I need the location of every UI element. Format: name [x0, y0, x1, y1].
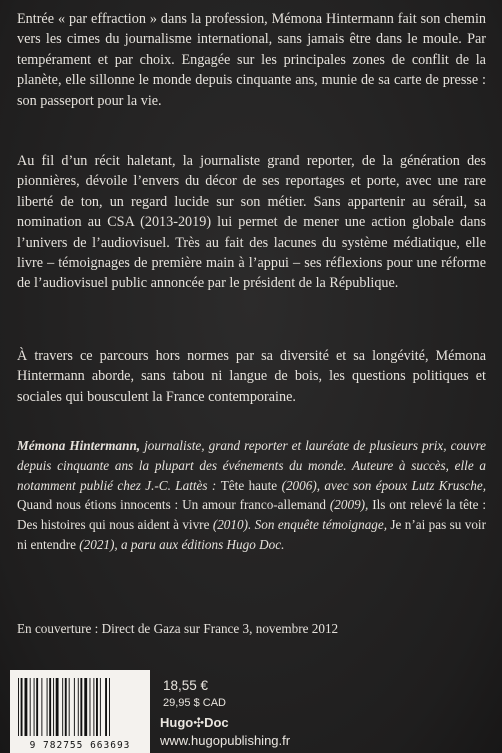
paragraph-text: À travers ce parcours hors normes par sa diversité et sa longévité, Mémona Hintermann aborde, sans tabou ni langue de bois, les questions politiques et sociales qui bousculent la France contemporaine. [17, 348, 486, 405]
bio-text: journaliste, grand reporter et lauréate de plusieurs prix, couvre depuis cinquante ans la plupart des événements du monde. Auteure à succès, elle a notamment publié chez J.-C. Lattès : [17, 438, 486, 493]
barcode-number: 9 782755 663693 [29, 740, 131, 751]
summary-paragraph-2 [17, 151, 486, 294]
bio-text: (2009), [326, 497, 373, 513]
bio-text: (2021), a paru aux éditions Hugo Doc. [75, 536, 285, 552]
author-name: Mémona Hintermann, [17, 438, 141, 453]
bio-text: (2006), avec son époux Lutz Krusche, [277, 477, 487, 493]
book-title: Quand nous étions innocents : Un amour franco-allemand [17, 497, 327, 513]
book-title: Je n’ai pas su voir ni entendre [17, 517, 486, 552]
barcode-icon [16, 678, 144, 736]
paragraph-text: Au fil d’un récit haletant, la journaliste grand reporter, de la génération des pionnières, dévoile l’envers du décor de ses reportages et porte, avec une rare liberté de ton, un regard lucide sur son métier. Sans appartenir au sérail, sa nomination au CSA (2013-2019) lui permet de mener une action globale dans l’univers de l’audiovisuel. Très au fait des lacunes du système médiatique, elle livre – témoignages de première main à l’appui – ses réflexions pour une réforme de l’audiovisuel public annoncée par le président de la République. [17, 153, 486, 292]
barcode-box [10, 670, 150, 753]
cover-credit: En couverture : Direct de Gaza sur France 3, novembre 2012 [17, 621, 339, 636]
price-cad: 29,95 $ CAD [163, 697, 226, 709]
price-eur: 18,55 € [163, 678, 209, 693]
book-title: Tête haute [220, 477, 278, 493]
publisher-logo: Hugo✣Doc [160, 715, 229, 730]
paragraph-text: Entrée « par effraction » dans la profession, Mémona Hintermann fait son chemin vers les cimes du journalisme international, sans jamais être dans le moule. Par tempérament et par choix. Engagée sur les principales zones de conflit de la planète, elle sillonne le monde depuis cinquante ans, munie de sa carte de presse : son passeport pour la vie. [17, 11, 486, 109]
publisher-website: www.hugopublishing.fr [160, 733, 291, 748]
book-title: Ils ont relevé la tête : Des histoires qui nous aident à vivre [17, 497, 486, 533]
summary-paragraph-3 [17, 346, 486, 407]
author-bio [17, 436, 486, 555]
summary-paragraph-1 [17, 9, 486, 111]
bio-text: (2010). Son enquête témoignage, [209, 517, 391, 533]
